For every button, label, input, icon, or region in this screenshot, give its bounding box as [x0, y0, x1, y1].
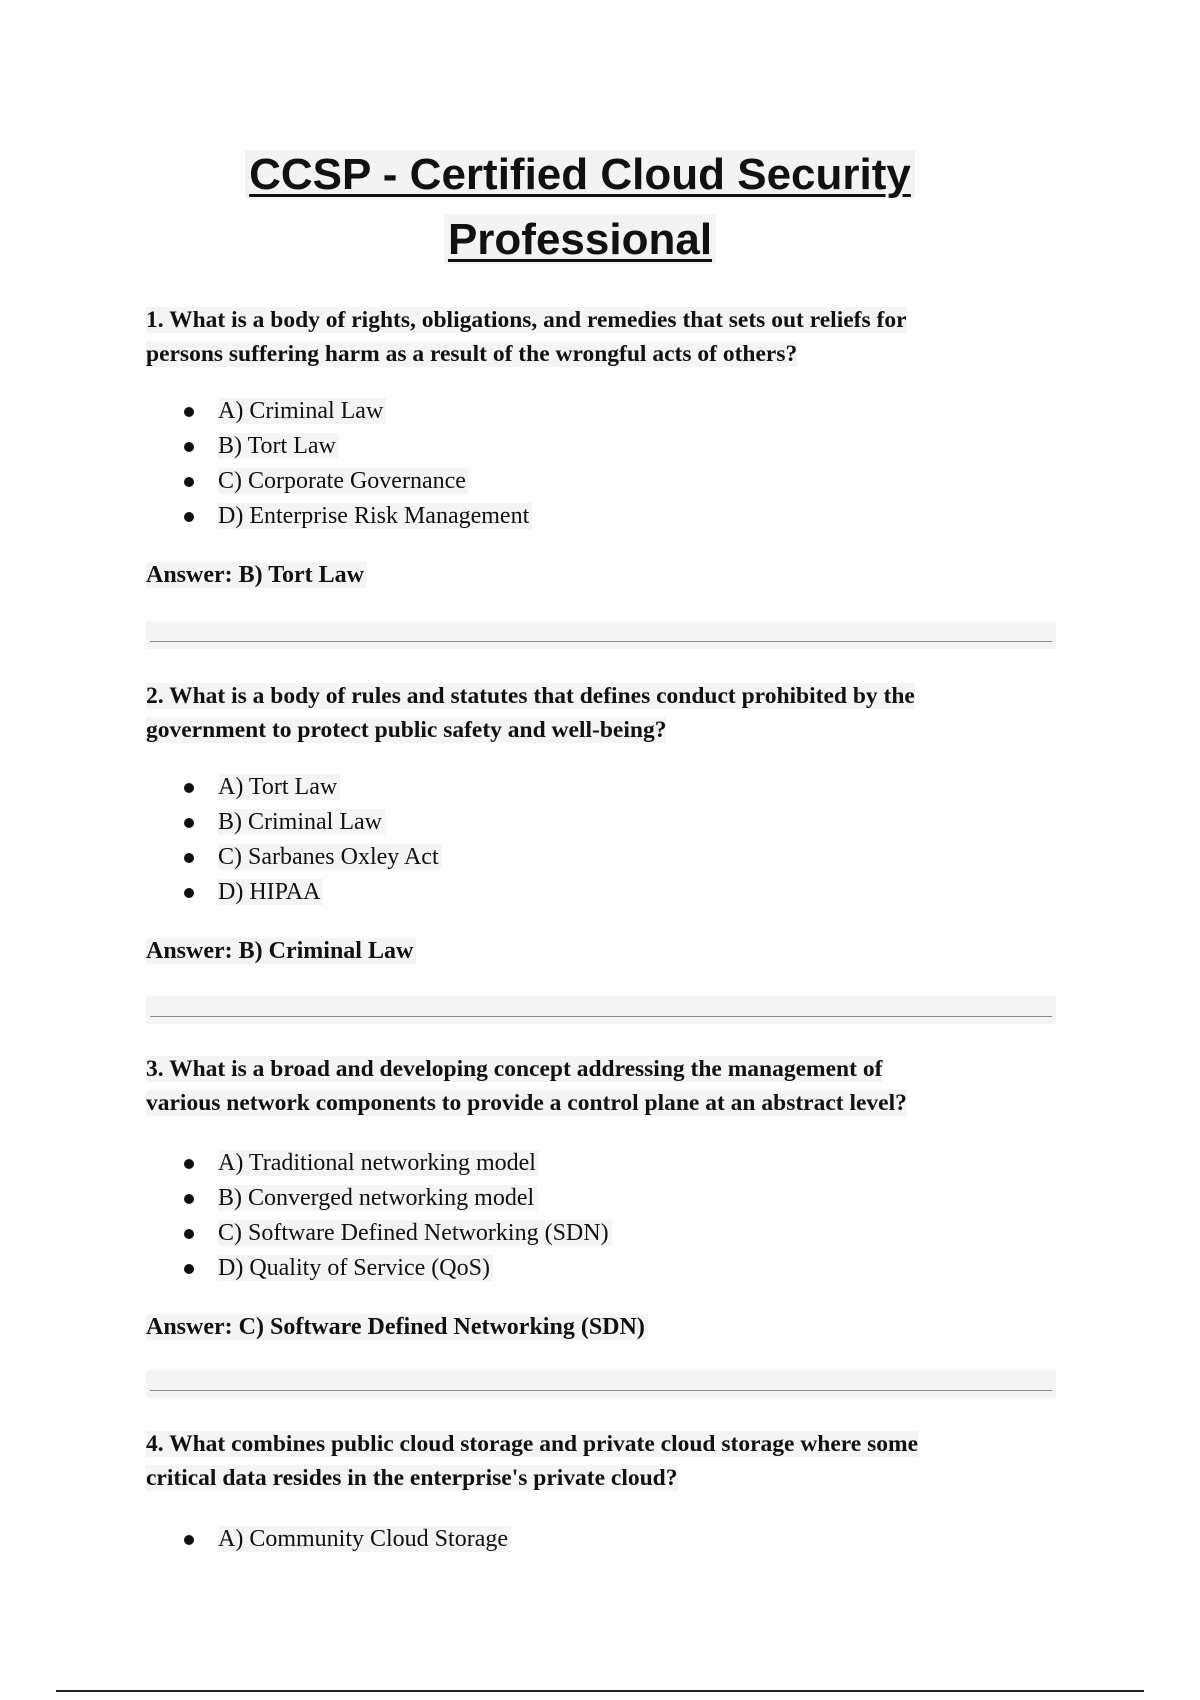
question-3-options	[180, 1146, 612, 1286]
question-4-options	[180, 1522, 511, 1557]
bullet-icon	[184, 407, 194, 417]
list-item: D) HIPAA	[180, 875, 442, 910]
bullet-icon	[184, 1264, 194, 1274]
list-item: B) Criminal Law	[180, 805, 442, 840]
horizontal-rule	[150, 641, 1052, 642]
list-item: A) Criminal Law	[180, 394, 532, 429]
section-divider	[146, 1370, 1056, 1398]
question-3-answer: Answer: C) Software Defined Networking (SDN)	[146, 1310, 648, 1344]
list-item: A) Community Cloud Storage	[180, 1522, 511, 1557]
question-1-text: 1. What is a body of rights, obligations, and remedies that sets out reliefs for persons suffering harm as a result of the wrongful acts of others?	[146, 307, 907, 367]
list-item: A) Tort Law	[180, 770, 442, 805]
horizontal-rule	[150, 1016, 1052, 1017]
page-footer-rule	[56, 1690, 1144, 1692]
list-item: A) Traditional networking model	[180, 1146, 612, 1181]
question-1-options	[180, 394, 532, 534]
horizontal-rule	[150, 1390, 1052, 1391]
section-divider	[146, 621, 1056, 649]
list-item: B) Converged networking model	[180, 1181, 612, 1216]
bullet-icon	[184, 477, 194, 487]
question-1-answer: Answer: B) Tort Law	[146, 558, 367, 592]
bullet-icon	[184, 888, 194, 898]
list-item: D) Quality of Service (QoS)	[180, 1251, 612, 1286]
bullet-icon	[184, 818, 194, 828]
bullet-icon	[184, 1194, 194, 1204]
question-4-text: 4. What combines public cloud storage and private cloud storage where some critical data resides in the enterprise's private cloud?	[146, 1431, 919, 1491]
list-item: C) Corporate Governance	[180, 464, 532, 499]
question-3-text: 3. What is a broad and developing concept addressing the management of various network components to provide a control plane at an abstract level?	[146, 1056, 907, 1116]
question-2-answer: Answer: B) Criminal Law	[146, 934, 416, 968]
question-2-text: 2. What is a body of rules and statutes that defines conduct prohibited by the government to protect public safety and well-being?	[146, 683, 915, 743]
section-divider	[146, 996, 1056, 1024]
bullet-icon	[184, 1535, 194, 1545]
bullet-icon	[184, 442, 194, 452]
list-item: C) Sarbanes Oxley Act	[180, 840, 442, 875]
list-item: B) Tort Law	[180, 429, 532, 464]
list-item: C) Software Defined Networking (SDN)	[180, 1216, 612, 1251]
document-title-line-2: Professional	[0, 207, 1160, 273]
bullet-icon	[184, 853, 194, 863]
question-2-options	[180, 770, 442, 910]
list-item: D) Enterprise Risk Management	[180, 499, 532, 534]
bullet-icon	[184, 1229, 194, 1239]
bullet-icon	[184, 783, 194, 793]
bullet-icon	[184, 1159, 194, 1169]
document-title-line-1: CCSP - Certified Cloud Security	[0, 142, 1160, 208]
bullet-icon	[184, 512, 194, 522]
